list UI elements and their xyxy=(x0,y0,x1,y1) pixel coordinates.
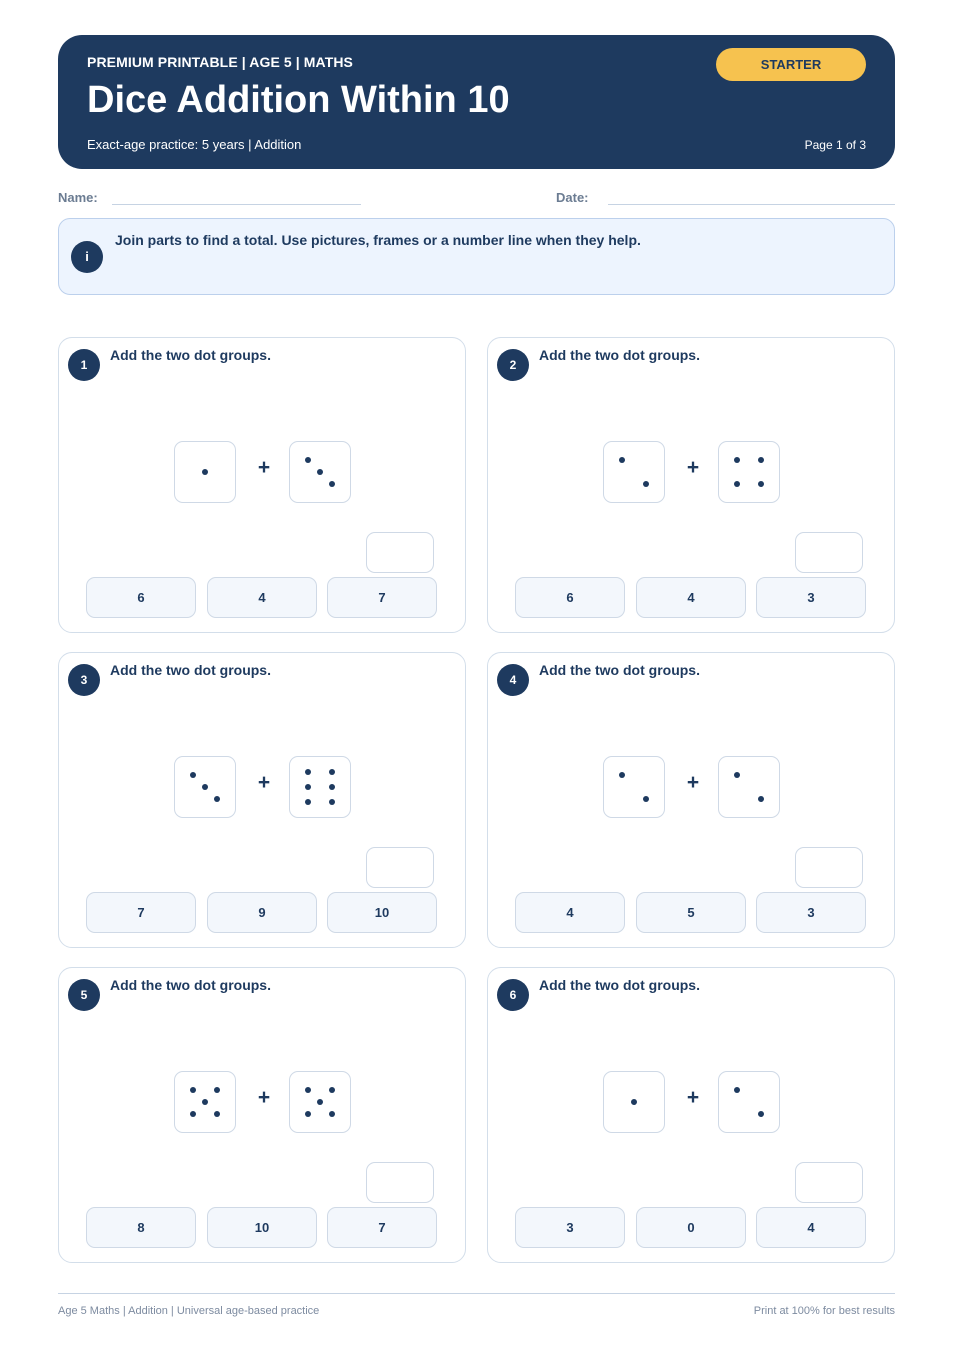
question-number: 4 xyxy=(497,664,529,696)
date-field[interactable] xyxy=(608,204,895,205)
die-pip xyxy=(190,1111,196,1117)
die-right xyxy=(718,441,780,503)
plus-sign: + xyxy=(257,771,271,794)
worksheet-header xyxy=(58,35,895,169)
question-prompt: Add the two dot groups. xyxy=(539,347,700,363)
answer-choice[interactable]: 4 xyxy=(207,577,317,618)
page-number: Page 1 of 3 xyxy=(804,138,866,152)
die-pip xyxy=(643,481,649,487)
die-left xyxy=(603,756,665,818)
question-number: 1 xyxy=(68,349,100,381)
question-prompt: Add the two dot groups. xyxy=(110,977,271,993)
die-pip xyxy=(214,1111,220,1117)
die-pip xyxy=(758,1111,764,1117)
footer-left-text: Age 5 Maths | Addition | Universal age-based practice xyxy=(58,1305,320,1317)
die-pip xyxy=(734,1087,740,1093)
answer-choice[interactable]: 9 xyxy=(207,892,317,933)
question-card xyxy=(58,337,466,633)
die-pip xyxy=(329,784,335,790)
die-pip xyxy=(758,457,764,463)
answer-box[interactable] xyxy=(366,532,434,573)
answer-choice[interactable]: 6 xyxy=(515,577,625,618)
die-pip xyxy=(305,769,311,775)
question-number: 6 xyxy=(497,979,529,1011)
die-pip xyxy=(758,481,764,487)
question-number: 3 xyxy=(68,664,100,696)
die-pip xyxy=(758,796,764,802)
plus-sign: + xyxy=(257,456,271,479)
answer-choice[interactable]: 7 xyxy=(327,1207,437,1248)
footer-right-text: Print at 100% for best results xyxy=(753,1305,895,1317)
question-number: 2 xyxy=(497,349,529,381)
answer-choice[interactable]: 0 xyxy=(636,1207,746,1248)
answer-box[interactable] xyxy=(366,1162,434,1203)
die-pip xyxy=(734,772,740,778)
answer-choice[interactable]: 3 xyxy=(756,892,866,933)
die-pip xyxy=(329,1111,335,1117)
die-pip xyxy=(214,796,220,802)
question-prompt: Add the two dot groups. xyxy=(539,977,700,993)
answer-choice[interactable]: 7 xyxy=(86,892,196,933)
die-pip xyxy=(190,1087,196,1093)
instruction-text: Join parts to find a total. Use pictures, frames or a number line when they help. xyxy=(115,232,641,248)
die-right xyxy=(289,756,351,818)
footer-divider xyxy=(58,1293,895,1294)
name-label: Name: xyxy=(58,190,98,205)
question-prompt: Add the two dot groups. xyxy=(110,347,271,363)
die-pip xyxy=(305,1087,311,1093)
die-right xyxy=(718,756,780,818)
die-pip xyxy=(190,772,196,778)
answer-box[interactable] xyxy=(366,847,434,888)
die-left xyxy=(174,441,236,503)
level-badge: STARTER xyxy=(716,48,866,81)
die-pip xyxy=(305,784,311,790)
die-left xyxy=(174,1071,236,1133)
plus-sign: + xyxy=(686,771,700,794)
answer-choice[interactable]: 4 xyxy=(515,892,625,933)
header-kicker: PREMIUM PRINTABLE | AGE 5 | MATHS xyxy=(87,54,353,70)
die-pip xyxy=(317,1099,323,1105)
answer-choice[interactable]: 8 xyxy=(86,1207,196,1248)
die-pip xyxy=(202,784,208,790)
die-pip xyxy=(329,799,335,805)
question-card xyxy=(58,967,466,1263)
name-field[interactable] xyxy=(112,204,361,205)
question-card xyxy=(487,337,895,633)
die-pip xyxy=(214,1087,220,1093)
die-pip xyxy=(305,799,311,805)
answer-choice[interactable]: 10 xyxy=(207,1207,317,1248)
answer-choice[interactable]: 4 xyxy=(636,577,746,618)
answer-choice[interactable]: 5 xyxy=(636,892,746,933)
die-pip xyxy=(631,1099,637,1105)
answer-choice[interactable]: 4 xyxy=(756,1207,866,1248)
die-pip xyxy=(329,1087,335,1093)
question-card xyxy=(487,967,895,1263)
die-right xyxy=(718,1071,780,1133)
plus-sign: + xyxy=(686,456,700,479)
die-pip xyxy=(202,469,208,475)
die-pip xyxy=(734,481,740,487)
page-title: Dice Addition Within 10 xyxy=(87,79,510,121)
answer-box[interactable] xyxy=(795,1162,863,1203)
question-prompt: Add the two dot groups. xyxy=(539,662,700,678)
die-pip xyxy=(619,457,625,463)
date-label: Date: xyxy=(556,190,589,205)
question-prompt: Add the two dot groups. xyxy=(110,662,271,678)
plus-sign: + xyxy=(257,1086,271,1109)
die-left xyxy=(603,1071,665,1133)
header-subtitle: Exact-age practice: 5 years | Addition xyxy=(87,137,302,152)
die-pip xyxy=(202,1099,208,1105)
answer-choice[interactable]: 3 xyxy=(515,1207,625,1248)
question-number: 5 xyxy=(68,979,100,1011)
die-pip xyxy=(734,457,740,463)
die-pip xyxy=(619,772,625,778)
die-pip xyxy=(329,769,335,775)
die-pip xyxy=(305,457,311,463)
die-right xyxy=(289,1071,351,1133)
answer-choice[interactable]: 6 xyxy=(86,577,196,618)
die-left xyxy=(174,756,236,818)
question-card xyxy=(58,652,466,948)
answer-choice[interactable]: 7 xyxy=(327,577,437,618)
die-pip xyxy=(643,796,649,802)
answer-box[interactable] xyxy=(795,847,863,888)
die-pip xyxy=(329,481,335,487)
answer-choice[interactable]: 10 xyxy=(327,892,437,933)
plus-sign: + xyxy=(686,1086,700,1109)
die-pip xyxy=(317,469,323,475)
info-icon: i xyxy=(71,241,103,273)
question-card xyxy=(487,652,895,948)
die-pip xyxy=(305,1111,311,1117)
instruction-box xyxy=(58,218,895,295)
die-right xyxy=(289,441,351,503)
answer-box[interactable] xyxy=(795,532,863,573)
die-left xyxy=(603,441,665,503)
answer-choice[interactable]: 3 xyxy=(756,577,866,618)
